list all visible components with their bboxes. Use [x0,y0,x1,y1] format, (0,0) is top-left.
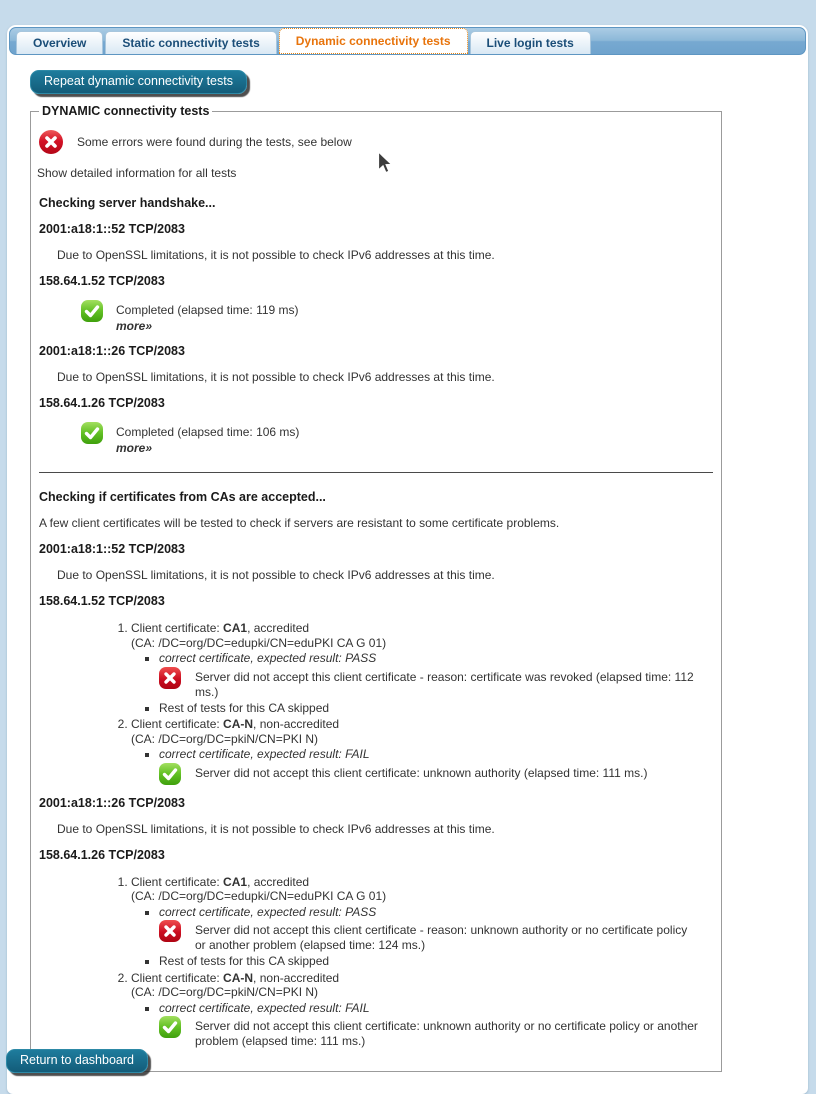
fieldset-legend: DYNAMIC connectivity tests [42,104,210,118]
endpoint-heading: 2001:a18:1::52 TCP/2083 [39,542,185,556]
result-text: Server did not accept this client certificate - reason: certificate was revoked (elapsed time: 112 ms.) [195,669,694,699]
expected-result: ▪ correct certificate, expected result: PASS [159,651,713,666]
expected-result: ▪ correct certificate, expected result: FAIL [159,747,713,762]
test-result-row [159,763,713,785]
endpoint-heading: 2001:a18:1::52 TCP/2083 [39,222,185,236]
step-note: ▪ Rest of tests for this CA skipped [159,954,713,969]
section-paragraph: A few client certificates will be tested to check if servers are resistant to some certificate problems. [39,516,560,530]
tab-overview[interactable]: Overview [16,31,103,54]
more-link[interactable]: more» [116,441,153,455]
success-icon [159,1016,181,1038]
ca-distinguished-name: (CA: /DC=org/DC=edupki/CN=eduPKI CA G 01) [131,889,387,903]
test-report [39,196,713,1049]
expected-result: ▪ correct certificate, expected result: PASS [159,905,713,920]
step-result-item [159,1016,713,1049]
tab-live-login-tests[interactable]: Live login tests [470,31,591,54]
tab-content [7,57,808,1094]
result-text: Server did not accept this client certificate - reason: unknown authority or no certificate policy or another problem (elapsed time: 124 ms.) [195,923,688,952]
test-steps [131,651,713,715]
info-note: Due to OpenSSL limitations, it is not possible to check IPv6 addresses at this time. [57,568,495,582]
certificate-title: 1. Client certificate: CA1, accredited [131,621,310,635]
endpoint-heading: 2001:a18:1::26 TCP/2083 [39,344,185,358]
test-result-row [81,422,713,455]
info-note: Due to OpenSSL limitations, it is not possible to check IPv6 addresses at this time. [57,821,495,836]
client-certificate-list [39,875,713,1050]
summary-row [39,130,713,154]
section-divider [39,472,713,473]
certificate-name: CA-N [223,970,254,985]
endpoint-heading: 158.64.1.26 TCP/2083 [39,396,165,410]
step-result-item [159,763,713,785]
certificate-title: 1. Client certificate: CA1, accredited [131,874,310,889]
certificate-name: CA1 [223,621,248,635]
result-text: Completed (elapsed time: 106 ms) [116,425,300,439]
certificate-title: 2. Client certificate: CA-N, non-accredited [131,970,340,985]
endpoint-heading: 158.64.1.52 TCP/2083 [39,594,165,608]
endpoint-heading: 158.64.1.26 TCP/2083 [39,847,165,862]
client-certificate-item [131,971,713,1050]
test-result-row [81,300,713,333]
more-link[interactable]: more» [116,319,153,333]
step-note: ▪ Rest of tests for this CA skipped [159,701,713,716]
dynamic-tests-fieldset [30,104,722,1072]
result-text: Server did not accept this client certificate: unknown authority (elapsed time: 111 ms.) [195,765,648,780]
summary-text: Some errors were found during the tests, see below [77,135,352,149]
tab-dynamic-connectivity-tests[interactable]: Dynamic connectivity tests [279,28,468,54]
tab-bar [9,27,806,55]
result-text: Server did not accept this client certificate: unknown authority or no certificate policy or another problem (elapsed time: 111 ms.) [195,1019,698,1048]
section-heading: Checking if certificates from CAs are accepted... [39,490,326,504]
error-icon [39,130,63,154]
show-details-link[interactable]: Show detailed information for all tests [37,166,237,180]
ca-distinguished-name: (CA: /DC=org/DC=edupki/CN=eduPKI CA G 01) [131,635,387,650]
info-note: Due to OpenSSL limitations, it is not possible to check IPv6 addresses at this time. [57,248,495,262]
success-icon [81,300,103,322]
result-text: Completed (elapsed time: 119 ms) [116,303,299,317]
endpoint-heading: 158.64.1.52 TCP/2083 [39,274,165,288]
client-certificate-list [39,621,713,785]
test-steps [131,747,713,785]
client-certificate-item [131,875,713,969]
test-steps [131,1001,713,1050]
client-certificate-item [131,621,713,715]
section-heading: Checking server handshake... [39,196,216,210]
error-icon [159,667,181,689]
success-icon [159,763,181,785]
ca-distinguished-name: (CA: /DC=org/DC=pkiN/CN=PKI N) [131,985,319,999]
step-result-item [159,920,713,953]
repeat-dynamic-tests-button[interactable]: Repeat dynamic connectivity tests [30,70,247,94]
info-note: Due to OpenSSL limitations, it is not possible to check IPv6 addresses at this time. [57,370,495,384]
test-result-row [159,920,713,953]
client-certificate-item [131,717,713,785]
step-result-item [159,667,713,700]
test-result-row [159,1016,713,1049]
certificate-name: CA1 [223,874,248,889]
ca-distinguished-name: (CA: /DC=org/DC=pkiN/CN=PKI N) [131,731,319,746]
test-steps [131,905,713,969]
main-panel [7,25,808,1094]
certificate-name: CA-N [223,717,254,731]
test-result-row [159,667,713,700]
return-to-dashboard-button[interactable]: Return to dashboard [6,1049,148,1073]
error-icon [159,920,181,942]
certificate-title: 2. Client certificate: CA-N, non-accredited [131,717,340,731]
expected-result: ▪ correct certificate, expected result: FAIL [159,1001,713,1016]
success-icon [81,422,103,444]
endpoint-heading: 2001:a18:1::26 TCP/2083 [39,795,185,810]
tab-static-connectivity-tests[interactable]: Static connectivity tests [105,31,276,54]
